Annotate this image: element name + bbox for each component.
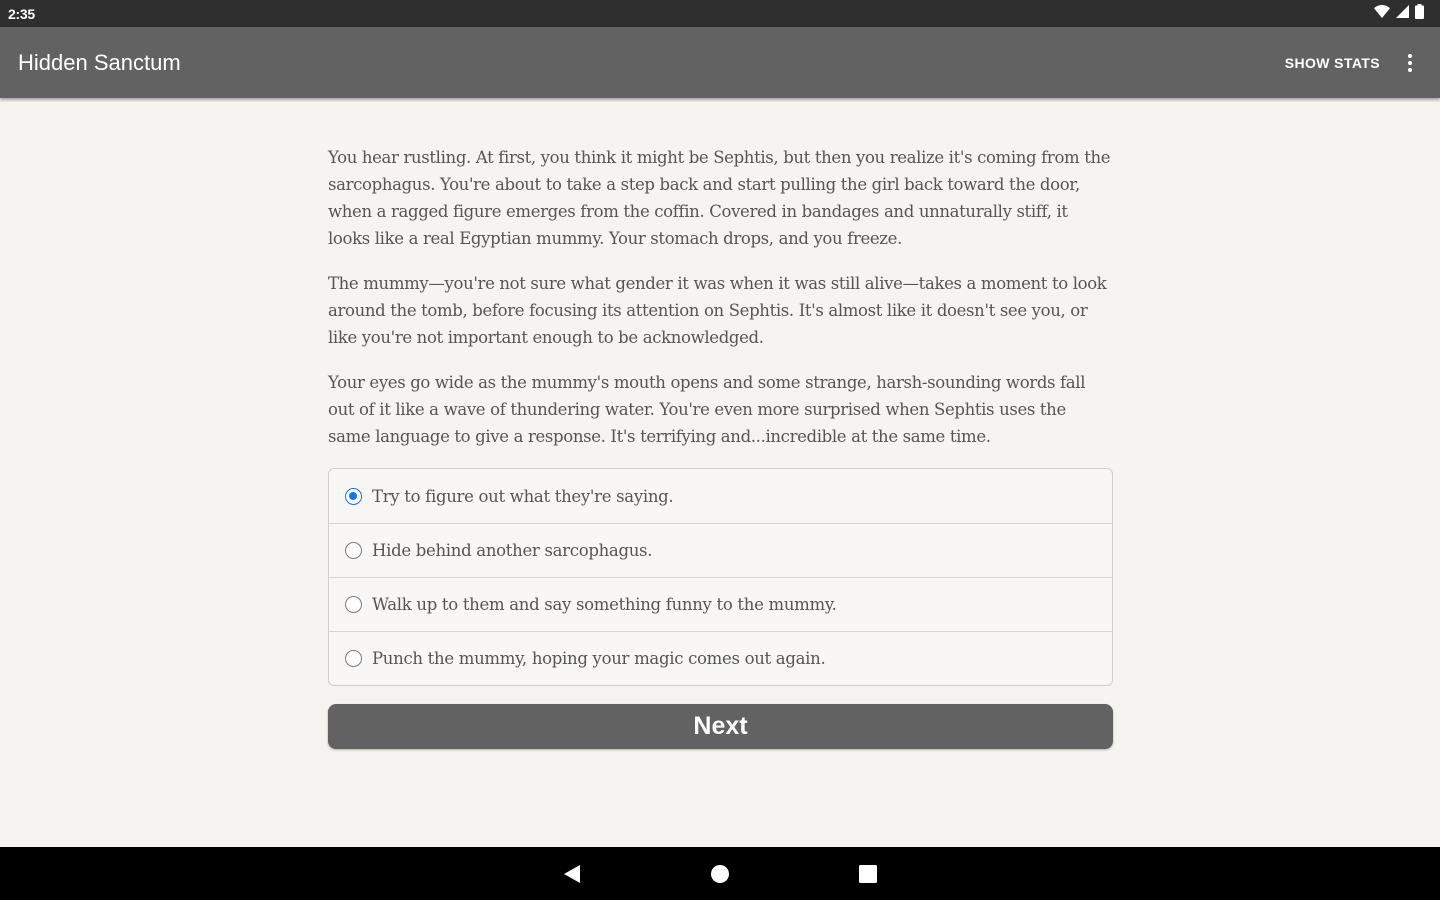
story-paragraph: The mummy—you're not sure what gender it was when it was still alive—takes a moment to look around the tomb, before focusing its attention on Sephtis. It's almost like it doesn't see you, or like you're not important enough to be acknowledged. — [328, 274, 1107, 347]
radio-button[interactable] — [345, 650, 362, 667]
more-vert-icon[interactable] — [1400, 51, 1420, 75]
status-time: 2:35 — [8, 5, 35, 22]
navigation-bar — [0, 847, 1440, 900]
battery-icon — [1415, 4, 1424, 24]
radio-button-selected[interactable] — [345, 488, 362, 505]
radio-button[interactable] — [345, 596, 362, 613]
signal-icon — [1396, 5, 1409, 23]
next-button[interactable]: Next — [328, 704, 1113, 749]
app-actions — [1285, 51, 1420, 75]
choice-option[interactable] — [329, 523, 1112, 577]
home-icon[interactable] — [705, 859, 735, 889]
choice-option[interactable] — [329, 577, 1112, 631]
wifi-icon — [1374, 5, 1390, 23]
app-title: Hidden Sanctum — [18, 49, 181, 75]
show-stats-button[interactable]: SHOW STATS — [1284, 54, 1380, 71]
story-content — [328, 144, 1113, 749]
choice-label: Try to figure out what they're saying. — [372, 486, 674, 506]
back-icon[interactable] — [557, 859, 587, 889]
choice-option[interactable] — [329, 631, 1112, 685]
choice-label: Punch the mummy, hoping your magic comes out again. — [372, 649, 826, 668]
story-paragraph: You hear rustling. At first, you think it might be Sephtis, but then you realize it's coming from the sarcophagus. You're about to take a step back and start pulling the girl back toward the door, when a ragged figure emerges from the coffin. Covered in bandages and unnaturally stiff, it looks like a real Egyptian mummy. Your stomach drops, and you freeze. — [328, 148, 1111, 248]
recents-icon[interactable] — [853, 859, 883, 889]
choice-option[interactable] — [329, 469, 1112, 523]
status-icons — [1374, 4, 1424, 24]
radio-button[interactable] — [345, 542, 362, 559]
story-paragraph: Your eyes go wide as the mummy's mouth opens and some strange, harsh-sounding words fall out of it like a wave of thundering water. You're even more surprised when Sephtis uses the same language to give a response. It's terrifying and...incredible at the same time. — [328, 373, 1086, 446]
choice-label: Hide behind another sarcophagus. — [372, 541, 653, 560]
choice-label: Walk up to them and say something funny to the mummy. — [372, 595, 837, 614]
choice-list — [328, 468, 1113, 686]
story-text — [328, 144, 1113, 450]
status-bar — [0, 0, 1440, 27]
app-bar — [0, 27, 1440, 98]
